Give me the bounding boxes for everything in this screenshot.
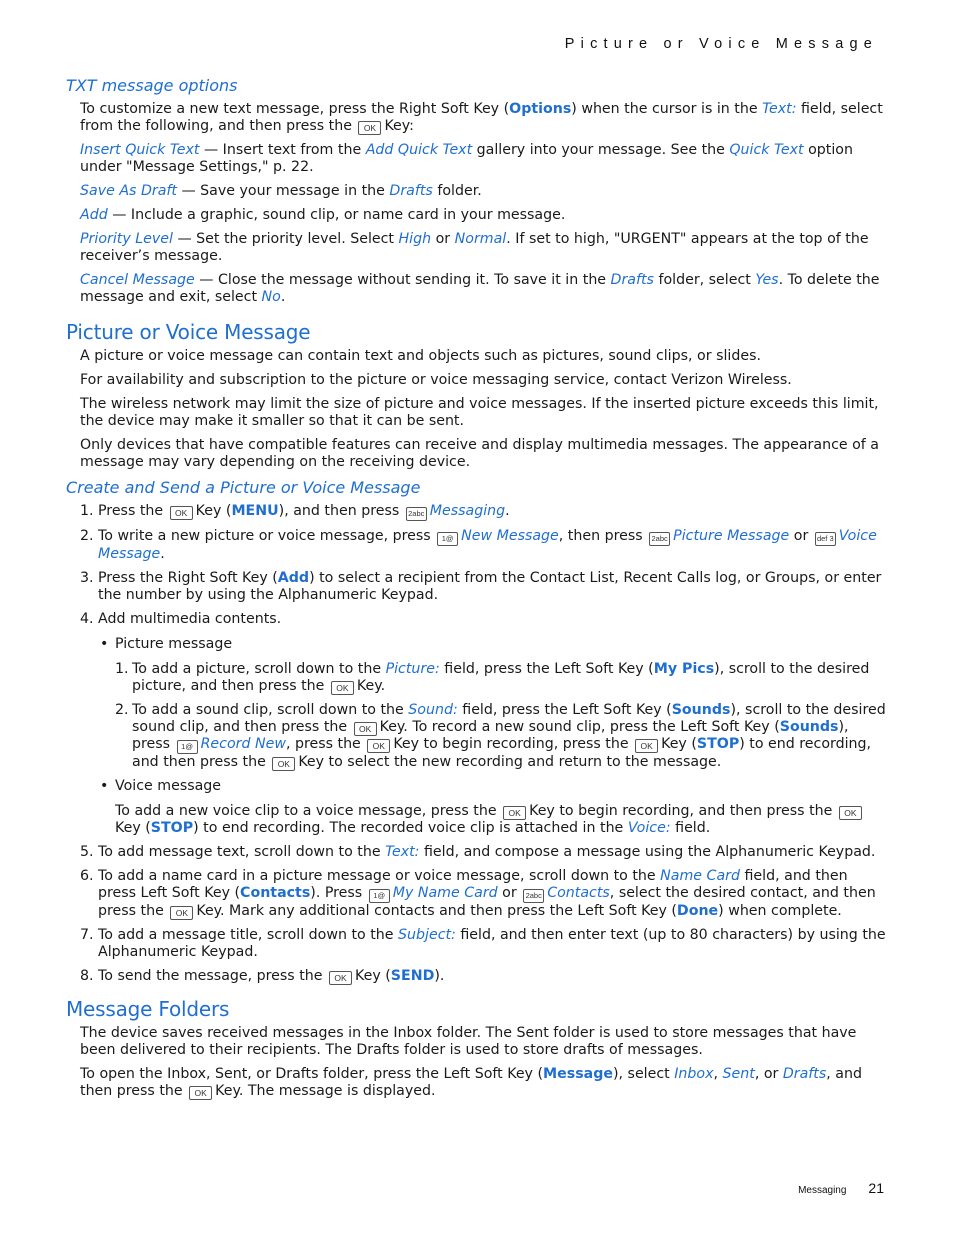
option-cancel-message: Cancel Message — Close the message without sending it. To save it in the Drafts folder, select Yes. To delete the message and exit, select No. [80, 272, 880, 305]
ok-key-icon: OK [189, 1086, 212, 1100]
ok-key-icon: OK [635, 739, 658, 753]
running-head: Picture or Voice Message [564, 36, 878, 52]
bullet-icon: • [100, 778, 109, 794]
option-save-as-draft: Save As Draft — Save your message in the Drafts folder. [80, 183, 482, 199]
ok-key-icon: OK [170, 906, 193, 920]
pvm-paragraph-4: Only devices that have compatible features can receive and display multimedia messages. The appearance of a message may vary depending on the receiving device. [80, 437, 879, 470]
substep-2: 2. To add a sound clip, scroll down to the Sound: field, press the Left Soft Key (Sounds), scroll to the desired sound clip, and then press the OK Key. To record a new sound clip, press the Left Soft Key (Sounds), press 1@ Record New, press the OK Key to begin recording, press the OK Key (STOP) to end recording, and then press the OK Key to select the new recording and return to the message. [115, 702, 886, 770]
ok-key-icon: OK [358, 121, 381, 135]
pvm-paragraph-2: For availability and subscription to the picture or voice messaging service, contact Verizon Wireless. [80, 372, 792, 388]
step-4: 4. Add multimedia contents. • Picture message 1. To add a picture, scroll down to the Picture: field, press the Left Soft Key (My Pics), scroll to the desired picture, and then press the OK Key. 2. To add a sound clip, scroll down to the Sound: field, press the Left Soft Key (Sounds), scroll to the desired sound clip, and then press the OK Key. To record a new sound clip, press the Left Soft Key (Sounds), press 1@ Record New, press the OK Key to begin recording, press the OK Key (STOP) to end recording, and then press the OK Key to select the new recording and return to the message. • Voice message To add a new voice clip to a voice message, press the OK Key to begin recording, and then press the OKKey (STOP) to end recording. The recorded voice clip is attached in the Voice: field. [80, 611, 886, 836]
ok-key-icon: OK [503, 806, 526, 820]
content-type-list [98, 636, 886, 837]
ok-key-icon: OK [329, 971, 352, 985]
key-2-icon: 2abc [649, 532, 670, 546]
option-add: Add — Include a graphic, sound clip, or name card in your message. [80, 207, 566, 223]
key-1-icon: 1@ [369, 889, 390, 903]
step-3: 3. Press the Right Soft Key (Add) to select a recipient from the Contact List, Recent Calls log, or Groups, or enter the number by using the Alphanumeric Keypad. [80, 570, 882, 603]
ok-key-icon: OK [170, 506, 193, 520]
ok-key-icon: OK [839, 806, 862, 820]
bullet-picture-message: • Picture message 1. To add a picture, scroll down to the Picture: field, press the Left Soft Key (My Pics), scroll to the desired picture, and then press the OK Key. 2. To add a sound clip, scroll down to the Sound: field, press the Left Soft Key (Sounds), scroll to the desired sound clip, and then press the OK Key. To record a new sound clip, press the Left Soft Key (Sounds), press 1@ Record New, press the OK Key to begin recording, press the OK Key (STOP) to end recording, and then press the OK Key to select the new recording and return to the message. [100, 636, 886, 770]
step-6: 6. To add a name card in a picture message or voice message, scroll down to the Name Card field, and then press Left Soft Key (Contacts). Press 1@ My Name Card or 2abc Contacts, select the desired contact, and then press the OK Key. Mark any additional contacts and then press the Left Soft Key (Done) when complete. [80, 868, 876, 919]
ok-key-icon: OK [331, 681, 354, 695]
key-1-icon: 1@ [437, 532, 458, 546]
txt-options-heading: TXT message options [66, 76, 238, 95]
folders-paragraph-1: The device saves received messages in the Inbox folder. The Sent folder is used to store messages that have been delivered to their recipients. The Drafts folder is used to store drafts of messages. [80, 1025, 857, 1058]
option-insert-quick-text: Insert Quick Text — Insert text from the Add Quick Text gallery into your message. See the Quick Text option under "Message Settings," p. 22. [80, 142, 853, 175]
txt-options-intro: To customize a new text message, press the Right Soft Key (Options) when the cursor is in the Text: field, select from the following, and then press the OK Key: [80, 101, 883, 134]
key-2-icon: 2abc [523, 889, 544, 903]
create-send-heading: Create and Send a Picture or Voice Message [66, 478, 421, 497]
bullet-icon: • [100, 636, 109, 652]
ok-key-icon: OK [367, 739, 390, 753]
page-number: 21 [868, 1180, 884, 1196]
page-content [66, 74, 886, 1107]
step-1: 1. Press the OK Key (MENU), and then press 2abc Messaging. [80, 503, 510, 519]
options-key: Options [509, 101, 572, 117]
page-footer [798, 1180, 884, 1198]
key-3-icon: def 3 [815, 532, 836, 546]
substep-1: 1. To add a picture, scroll down to the Picture: field, press the Left Soft Key (My Pics), scroll to the desired picture, and then press the OK Key. [115, 661, 870, 694]
voice-instructions: To add a new voice clip to a voice message, press the OK Key to begin recording, and then press the OKKey (STOP) to end recording. The recorded voice clip is attached in the Voice: field. [115, 803, 886, 837]
step-7: 7. To add a message title, scroll down to the Subject: field, and then enter text (up to 80 characters) by using the Alphanumeric Keypad. [80, 927, 886, 960]
folders-paragraph-2: To open the Inbox, Sent, or Drafts folder, press the Left Soft Key (Message), select Inbox, Sent, or Drafts, and then press the OK Key. The message is displayed. [80, 1066, 862, 1099]
pvm-paragraph-1: A picture or voice message can contain text and objects such as pictures, sound clips, or slides. [80, 348, 761, 364]
key-2-icon: 2abc [406, 507, 427, 521]
option-priority-level: Priority Level — Set the priority level. Select High or Normal. If set to high, "URGENT" appears at the top of the receiver’s message. [80, 231, 869, 264]
message-folders-heading: Message Folders [66, 997, 230, 1021]
bullet-voice-message: • Voice message To add a new voice clip to a voice message, press the OK Key to begin recording, and then press the OKKey (STOP) to end recording. The recorded voice clip is attached in the Voice: field. [115, 778, 886, 837]
create-steps-list [66, 503, 886, 985]
picture-voice-heading: Picture or Voice Message [66, 320, 311, 344]
key-1-icon: 1@ [177, 740, 198, 754]
step-8: 8. To send the message, press the OK Key (SEND). [80, 968, 445, 984]
footer-section-name: Messaging [798, 1185, 847, 1196]
picture-substeps [115, 661, 886, 771]
step-2: 2. To write a new picture or voice message, press 1@ New Message, then press 2abc Picture Message or def 3 Voice Message. [80, 528, 877, 562]
ok-key-icon: OK [354, 722, 377, 736]
ok-key-icon: OK [272, 757, 295, 771]
step-5: 5. To add message text, scroll down to the Text: field, and compose a message using the Alphanumeric Keypad. [80, 844, 876, 860]
pvm-paragraph-3: The wireless network may limit the size of picture and voice messages. If the inserted picture exceeds this limit, the device may make it smaller so that it can be sent. [80, 396, 879, 429]
